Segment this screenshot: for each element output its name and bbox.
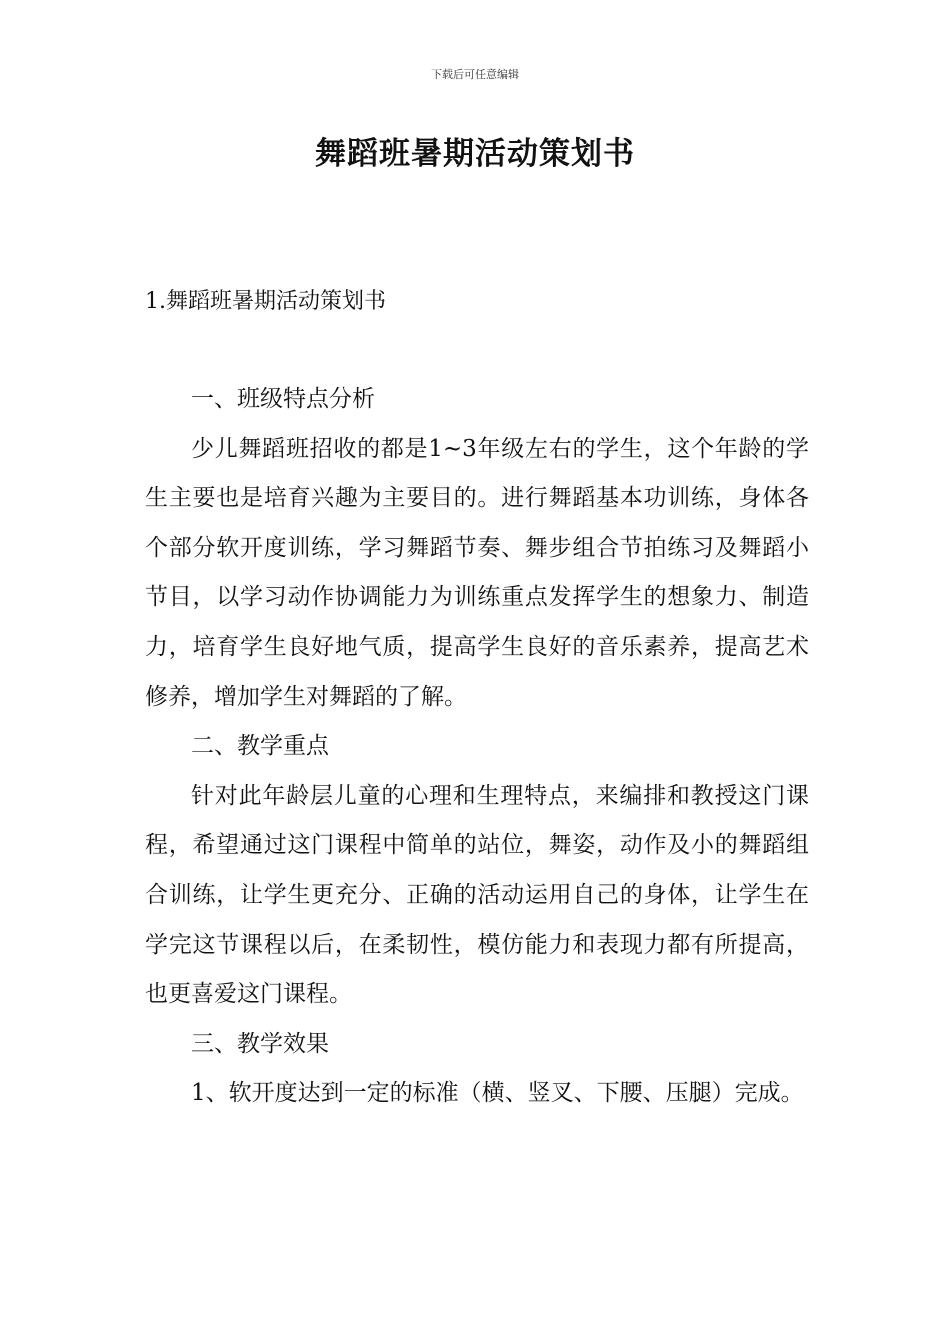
section-heading-1: 一、班级特点分析 (191, 386, 375, 412)
document-body (145, 375, 809, 1119)
document-title: 舞蹈班暑期活动策划书 (315, 136, 635, 172)
section-paragraph-2: 针对此年龄层儿童的心理和生理特点，来编排和教授这门课程，希望通过这门课程中简单的站位，舞姿，动作及小的舞蹈组合训练，让学生更充分、正确的活动运用自己的身体，让学生在学完这节课程以后，在柔韧性，模仿能力和表现力都有所提高，也更喜爱这门课程。 (145, 782, 809, 1008)
section-paragraph-1: 少儿舞蹈班招收的都是1~3年级左右的学生，这个年龄的学生主要也是培育兴趣为主要目的。进行舞蹈基本功训练，身体各个部分软开度训练，学习舞蹈节奏、舞步组合节拍练习及舞蹈小节目，以学习动作协调能力为训练重点发挥学生的想象力、制造力，培育学生良好地气质，提高学生良好的音乐素养，提高艺术修养，增加学生对舞蹈的了解。 (145, 435, 809, 710)
section-paragraph-3: 1、软开度达到一定的标准（横、竖叉、下腰、压腿）完成。 (191, 1080, 804, 1107)
document-subtitle: 1.舞蹈班暑期活动策划书 (145, 289, 386, 314)
section-heading-3: 三、教学效果 (191, 1030, 329, 1057)
header-note: 下载后可任意编辑 (431, 68, 519, 81)
section-heading-2: 二、教学重点 (191, 733, 329, 760)
